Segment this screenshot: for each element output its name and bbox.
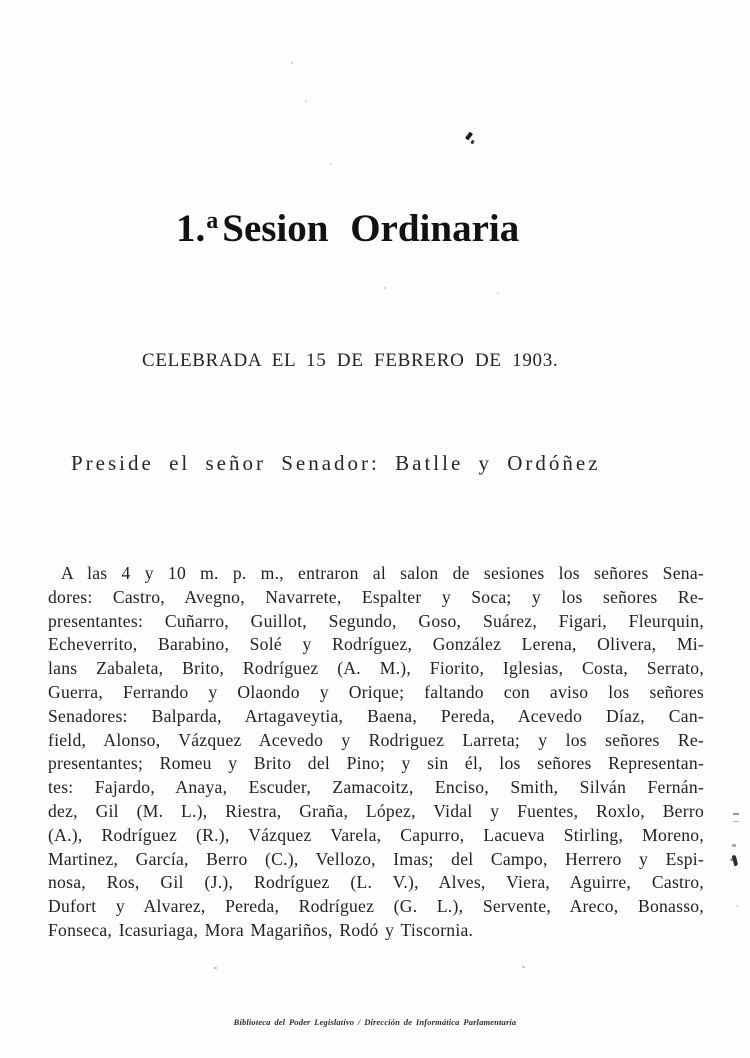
library-credit-footer: Biblioteca del Poder Legislativo / Dirección de Informática Parlamentaria [233, 1017, 517, 1027]
scan-speck [291, 62, 293, 64]
paragraph-line: (A.), Rodríguez (R.), Vázquez Varela, Capurro, Lacueva Stirling, Moreno, [48, 824, 704, 845]
scan-speck [736, 905, 738, 907]
scan-speck [305, 100, 307, 102]
scan-speck [497, 292, 499, 294]
paragraph-line: lans Zabaleta, Brito, Rodríguez (A. M.), Fiorito, Iglesias, Costa, Serrato, [48, 658, 704, 679]
margin-mark [733, 813, 739, 822]
presiding-senator-line: Preside el señor Senador: Batlle y Ordóñez [71, 451, 601, 475]
ink-smudge [463, 131, 477, 147]
margin-mark [732, 855, 739, 867]
scan-speck [214, 967, 217, 969]
scan-speck [330, 163, 332, 165]
paragraph-line: A las 4 y 10 m. p. m., entraron al salon de sesiones los señores Sena- [61, 563, 704, 583]
paragraph-line: dez, Gil (M. L.), Riestra, Graña, López, Vidal y Fuentes, Roxlo, Berro [48, 800, 704, 821]
paragraph-line: Guerra, Ferrando y Olaondo y Orique; faltando con aviso los señores [48, 681, 704, 702]
paragraph-line: Senadores: Balparda, Artagaveytia, Baena, Pereda, Acevedo Díaz, Can- [48, 705, 704, 726]
paragraph-line: Echeverrito, Barabino, Solé y Rodríguez, González Lerena, Olivera, Mi- [48, 634, 704, 655]
session-title-text: Sesion Ordinaria [222, 207, 520, 250]
paragraph-line: presentantes; Romeu y Brito del Pino; y sin él, los señores Representan- [48, 753, 704, 774]
paragraph-line: nosa, Ros, Gil (J.), Rodríguez (L. V.), Alves, Viera, Aguirre, Castro, [48, 872, 704, 893]
paragraph-line: tes: Fajardo, Anaya, Escuder, Zamacoitz, Enciso, Smith, Silván Fernán- [48, 777, 704, 798]
attendance-paragraph [48, 562, 704, 943]
margin-mark [732, 844, 736, 847]
paragraph-line: dores: Castro, Avegno, Navarrete, Espalter y Soca; y los señores Re- [48, 586, 704, 607]
paragraph-line: field, Alonso, Vázquez Acevedo y Rodriguez Larreta; y los señores Re- [48, 729, 704, 750]
paragraph-line: Fonseca, Icasuriaga, Mora Magariños, Rodó y Tiscornia. [48, 919, 474, 940]
session-number: 1. [176, 207, 206, 250]
session-title [176, 206, 519, 251]
session-number-ordinal: a [206, 208, 219, 234]
session-date-line: CELEBRADA EL 15 DE FEBRERO DE 1903. [142, 350, 559, 371]
paragraph-line: Martinez, García, Berro (C.), Vellozo, Imas; del Campo, Herrero y Espi- [48, 848, 704, 869]
paragraph-line: presentantes: Cuñarro, Guillot, Segundo, Goso, Suárez, Figari, Fleurquin, [48, 610, 704, 631]
scan-speck [522, 966, 525, 968]
paragraph-line: Dufort y Alvarez, Pereda, Rodríguez (G. L.), Servente, Areco, Bonasso, [48, 896, 704, 917]
scan-speck [384, 287, 386, 289]
